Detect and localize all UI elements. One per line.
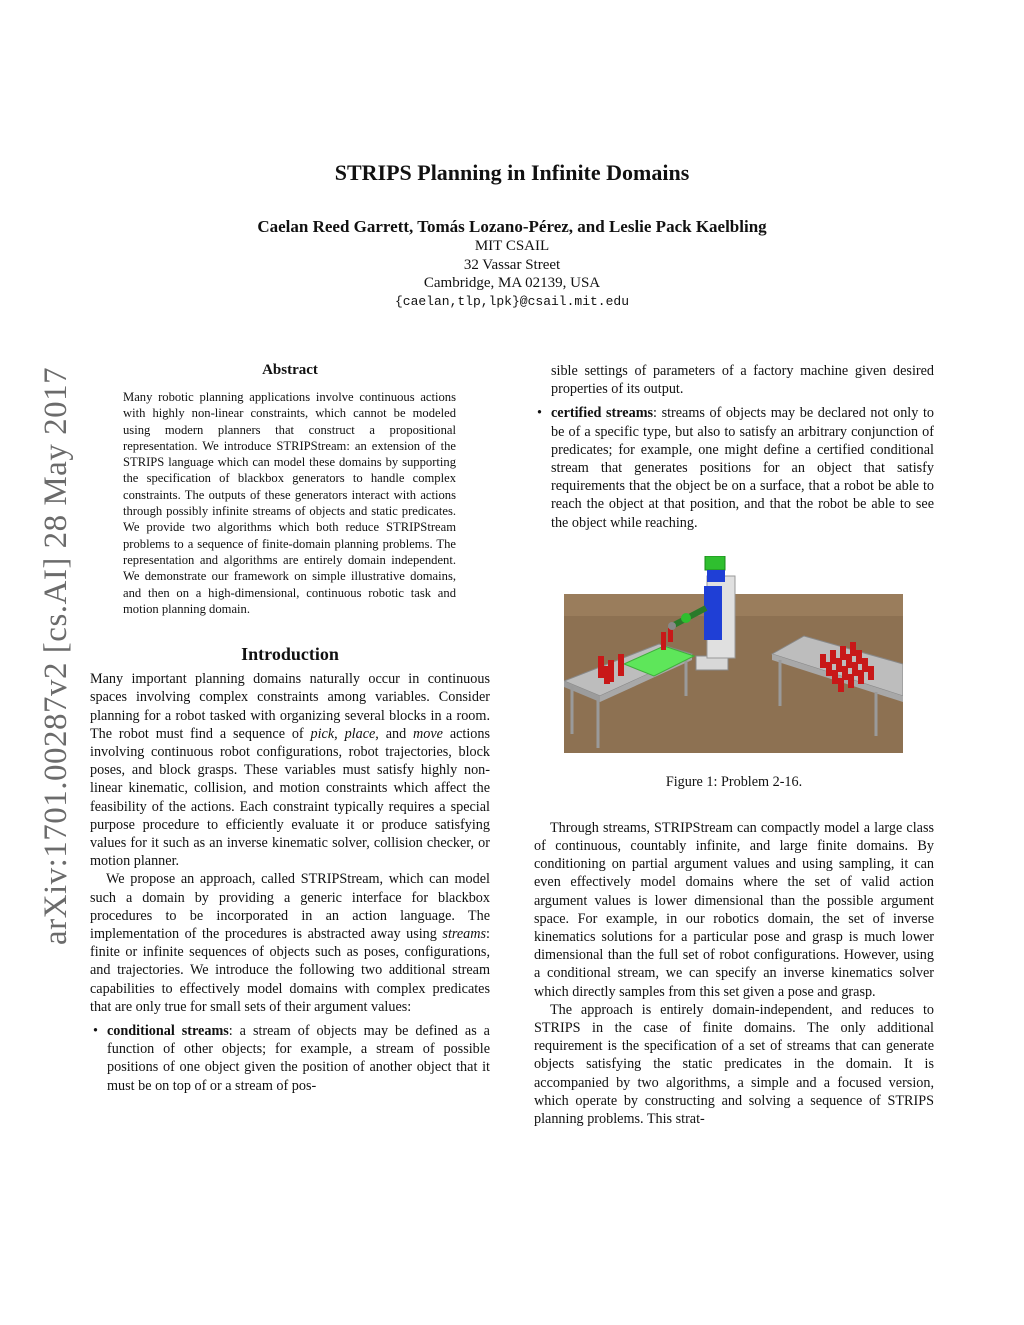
list-item-term: conditional streams: [107, 1023, 229, 1040]
strips-term: STRIPS: [534, 1020, 581, 1037]
action-pick: pick: [310, 725, 335, 742]
stream-capabilities-list: [90, 1022, 490, 1095]
intro-paragraph-2: We propose an approach, called STRIPStream, which can model such a domain by providing a generic interface for blackbox procedures to be incorporated in an action language. The implementation of the procedures is abstracted away using streams: finite or infinite sequences of objects such as poses, configurations, and trajectories. We introduce the following two additional stream capabilities to effectively model domains with complex predicates that are only true for small sets of their argument values:: [90, 871, 490, 1015]
affiliation-street: 32 Vassar Street: [463, 257, 561, 273]
affiliation-institution: MIT CSAIL: [474, 238, 550, 254]
arxiv-stamp: arXiv:1701.00287v2 [cs.AI] 28 May 2017: [38, 366, 74, 945]
right-paragraph-2: The approach is entirely domain-independent, and reduces to STRIPS in the case of finite domains. The only additional requirement is the specification of a set of streams that can generate objects satisfying the static predicates in the domain. It is accompanied by two algorithms, a simple and a focused version, which operate by constructing and solving a sequence of STRIPS planning problems. This strat-: [534, 1001, 934, 1128]
stream-capabilities-list-cont: [534, 404, 934, 531]
abstract-text: Many robotic planning applications involve continuous actions with highly non-linear constraints, which cannot be modeled using modern planners that construct a propositional representation. We introduce STRIPStream: an extension of the STRIPS language which can model these domains by supporting the specification of blackbox generators to handle complex constraints. The outputs of these generators interact with actions through possibly infinite streams of objects and static predicates. We provide two algorithms which both reduce STRIPStream problems to a sequence of finite-domain planning problems. The representation and algorithms are entirely domain independent. We demonstrate our framework on simple illustrative domains, and then on a high-dimensional, continuous robotic task and motion planning domain.: [123, 390, 456, 616]
list-item-continuation: sible settings of parameters of a factory machine given desired properties of its output.: [551, 363, 934, 398]
strips-term: STRIPS: [123, 455, 165, 470]
abstract-heading: Abstract: [262, 362, 318, 378]
stripstream-term: STRIPS: [386, 520, 428, 535]
introduction-heading: Introduction: [241, 644, 339, 665]
intro-paragraph-1: Many important planning domains naturally occur in continuous spaces involving complex constraints among variables. Consider planning for a robot tasked with organizing several blocks in a room. The robot must find a sequence of pick, place, and move actions involving continuous robot configurations, robot trajectories, block poses, and block grasps. These variables must satisfy highly non-linear kinematic, collision, and motion constraints which affect the feasibility of the actions. Each constraint typically requires a special purpose procedure to efficiently evaluate it or produce satisfying values for it such as an inverse kinematic solver, collision checker, or motion planner.: [90, 671, 491, 870]
action-move: move: [413, 725, 443, 742]
action-place: place: [344, 725, 376, 742]
bullet-icon: •: [93, 1023, 98, 1040]
stripstream-term: STRIPS: [300, 871, 348, 888]
affiliation-city: Cambridge, MA 02139, USA: [423, 275, 601, 291]
bullet-icon: •: [537, 405, 542, 422]
list-item: • conditional streams: a stream of objects may be defined as a function of other objects; for example, a stream of possible positions of one object given the position of another object that it must be on top of or a stream of pos-: [93, 1023, 490, 1094]
figure-caption: Figure 1: Problem 2-16.: [665, 773, 803, 790]
paper-title: STRIPS Planning in Infinite Domains: [334, 160, 690, 185]
strips-term: STRIPS: [887, 1092, 934, 1109]
figure-robot-scene: [564, 556, 903, 753]
author-emails: {caelan,tlp,lpk}@csail.mit.edu: [394, 294, 630, 309]
stripstream-term: STRIPS: [276, 438, 318, 453]
stripstream-term: STRIPS: [654, 819, 701, 836]
streams-term: streams: [442, 926, 487, 942]
right-column: [534, 362, 934, 1128]
list-item: • certified streams: streams of objects may be declared not only to be of a specific type, but also to satisfy an arbitrary conjunction of predicates; for example, one might define a certified conditional stream that generates positions for an object that satisfy requirements that the object be on a surface, that a robot be able to reach the object at that position, and that the robot be able to see the object while reaching.: [537, 405, 934, 531]
right-paragraph-1: Through streams, STRIPStream can compactly model a large class of continuous, countably infinite, and large finite domains. By conditioning on partial argument values and using sampling, it can even effectively model domains where the set of valid action argument values is lower dimensional than the possible argument space. For example, in our robotics domain, the set of inverse kinematics solutions for a particular pose and grasp is much lower dimensional than the full set of robot configurations. However, using a conditional stream, we can specify an inverse kinematics solver which directly samples from this set given a pose and grasp.: [534, 819, 934, 1000]
left-column: [90, 362, 490, 1095]
author-list: Caelan Reed Garrett, Tomás Lozano-Pérez, and Leslie Pack Kaelbling: [257, 217, 767, 236]
list-item-term: certified streams: [551, 405, 654, 422]
